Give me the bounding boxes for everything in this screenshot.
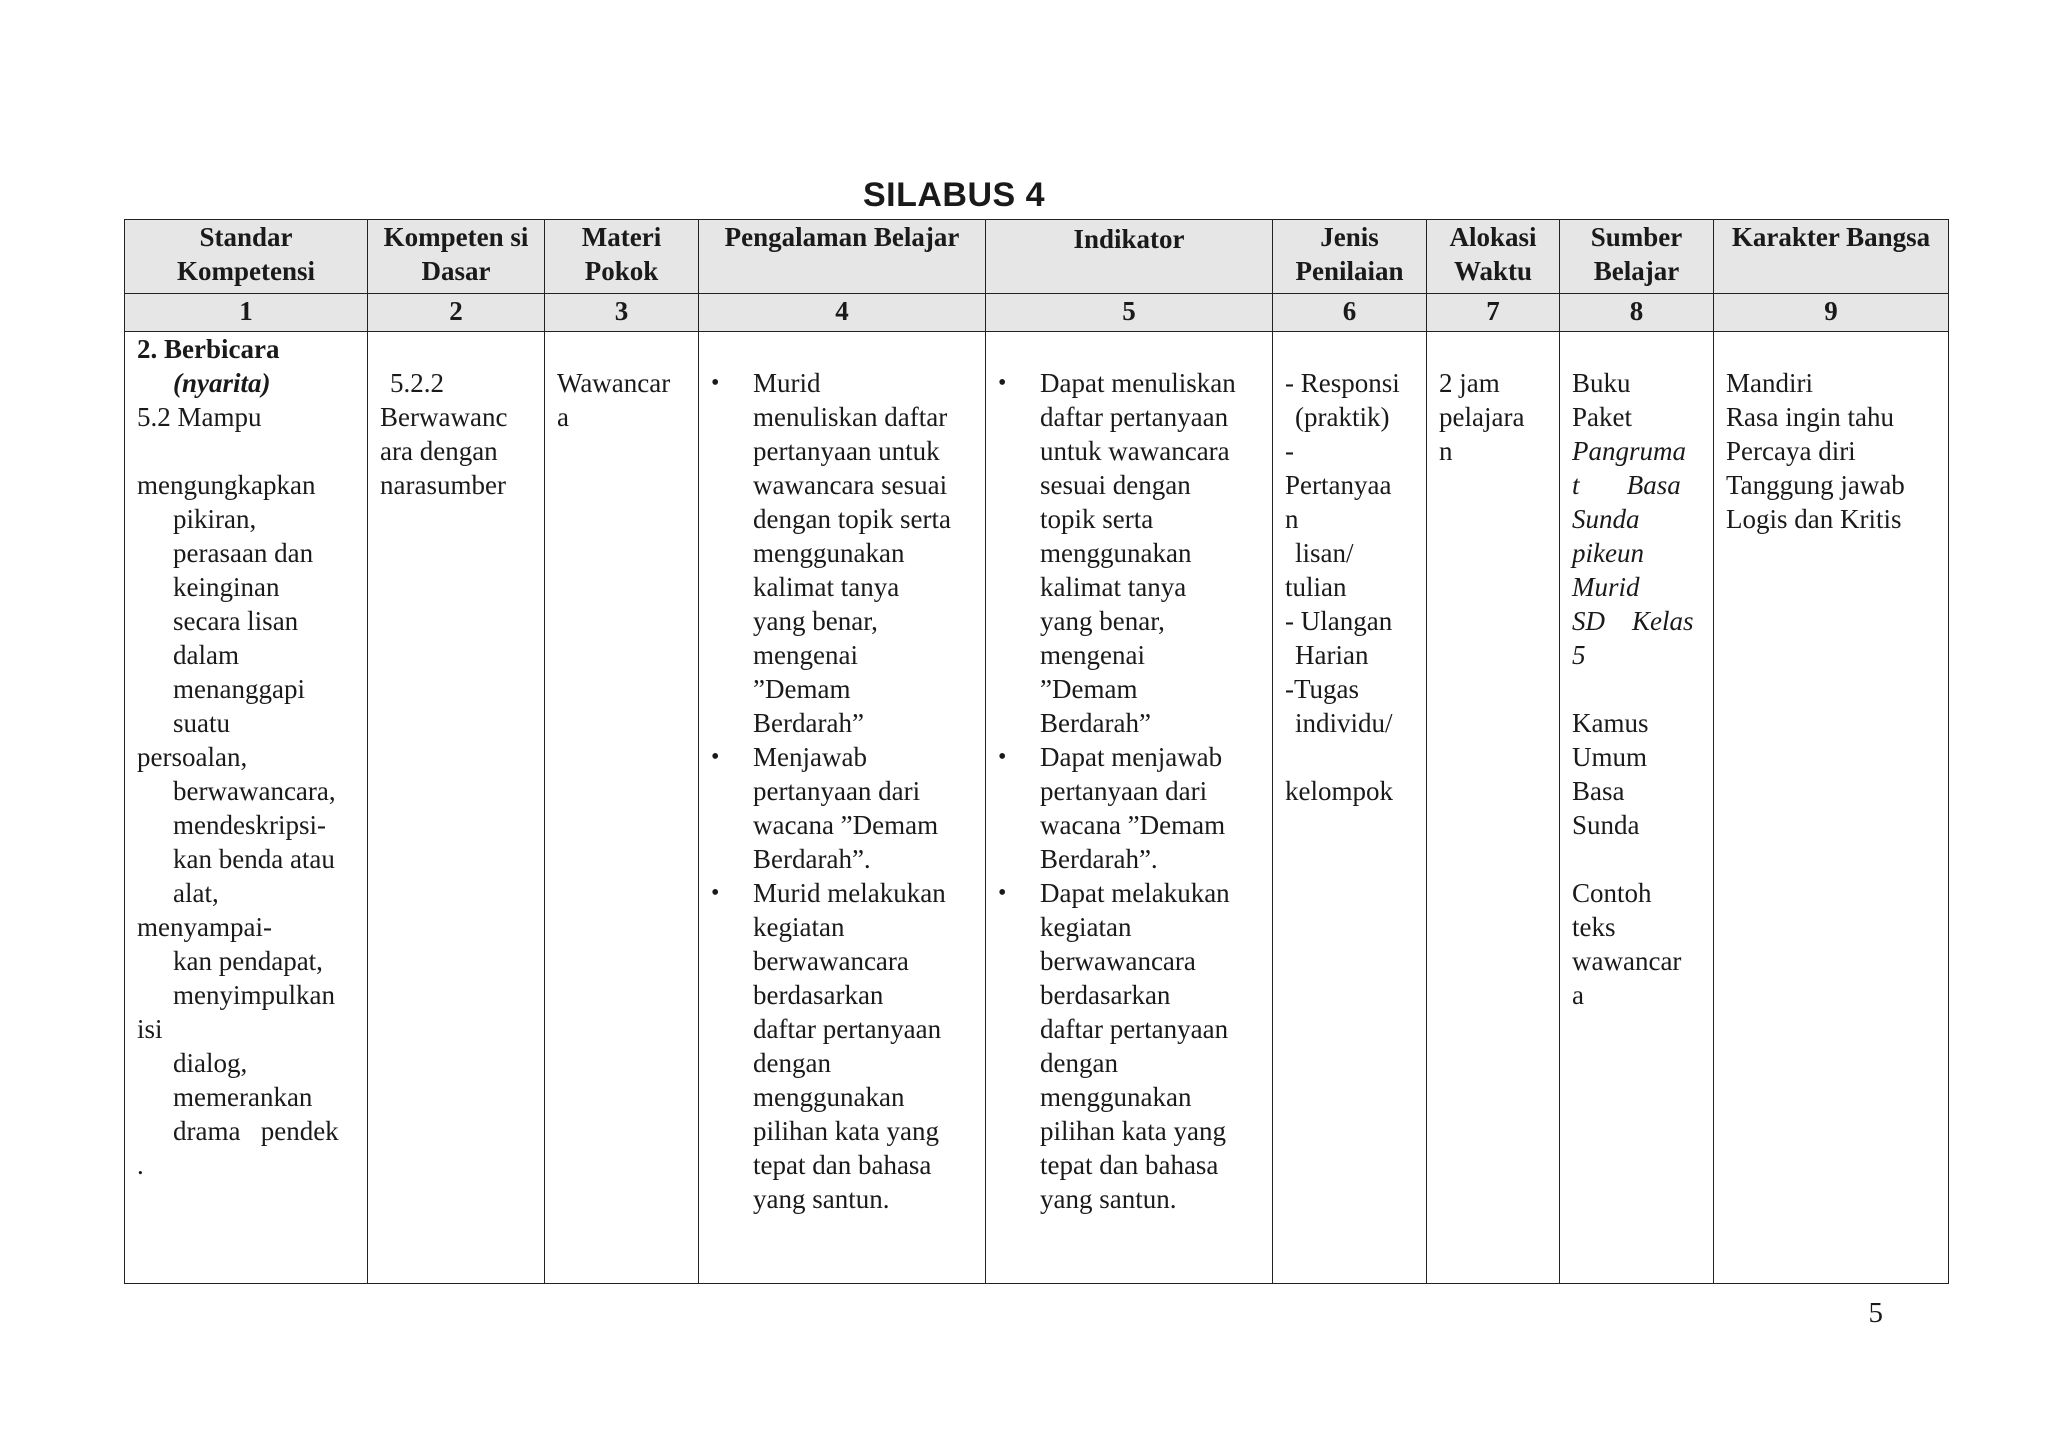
sb-line: Paket xyxy=(1572,402,1632,432)
ind-line: kegiatan xyxy=(1040,912,1132,942)
ind-line: wacana ”Demam xyxy=(1040,810,1226,840)
jp-line: tulian xyxy=(1285,572,1347,602)
sk-line: secara lisan xyxy=(173,606,299,636)
sb-line: Contoh xyxy=(1572,878,1652,908)
sk-line: 5.2 Mampu xyxy=(137,402,262,432)
column-number: 2 xyxy=(368,294,545,332)
header-alokasi-waktu: Alokasi Waktu xyxy=(1427,220,1560,294)
ind-line: pilihan kata yang xyxy=(1040,1116,1226,1146)
sk-line: memerankan xyxy=(173,1082,313,1112)
pb-line: Berdarah”. xyxy=(753,844,871,874)
sk-line: isi xyxy=(137,1014,163,1044)
header-materi-pokok: Materi Pokok xyxy=(545,220,699,294)
page-title: SILABUS 4 xyxy=(862,176,1046,214)
pb-line: berwawancara xyxy=(753,946,909,976)
column-number: 6 xyxy=(1273,294,1427,332)
sk-line: mendeskripsi- xyxy=(173,810,326,840)
ind-line: tepat dan bahasa xyxy=(1040,1150,1219,1180)
pb-line: pertanyaan untuk xyxy=(753,436,940,466)
pb-line: wawancara sesuai xyxy=(753,470,948,500)
pb-line: pilihan kata yang xyxy=(753,1116,939,1146)
header-indikator: Indikator xyxy=(986,220,1273,294)
jp-line: Harian xyxy=(1295,640,1369,670)
kb-line: Logis dan Kritis xyxy=(1726,504,1902,534)
sk-line: dalam xyxy=(173,640,239,670)
column-number: 5 xyxy=(986,294,1273,332)
pb-line: tepat dan bahasa xyxy=(753,1150,932,1180)
pb-line: kalimat tanya xyxy=(753,572,900,602)
pb-line: • Murid xyxy=(753,368,821,398)
kb-line: Mandiri xyxy=(1726,368,1813,398)
ind-item xyxy=(996,366,1260,740)
cell-jenis-penilaian xyxy=(1273,332,1427,1284)
ind-item xyxy=(996,876,1260,1216)
sb-line: teks xyxy=(1572,912,1616,942)
ind-item xyxy=(996,740,1260,876)
column-number: 7 xyxy=(1427,294,1560,332)
ind-line: kalimat tanya xyxy=(1040,572,1187,602)
sb-line: a xyxy=(1572,980,1584,1010)
jp-line: n xyxy=(1285,504,1299,534)
pb-line: Berdarah” xyxy=(753,708,864,738)
syllabus-table xyxy=(124,219,1949,1284)
pb-line: kegiatan xyxy=(753,912,845,942)
sb-line: pikeun xyxy=(1572,538,1644,568)
ind-line: • Dapat menjawab xyxy=(1040,742,1223,772)
sb-line: Pangruma xyxy=(1572,436,1686,466)
cell-sumber-belajar xyxy=(1560,332,1714,1284)
jp-line: Pertanyaa xyxy=(1285,470,1392,500)
sb-line xyxy=(1572,842,1701,876)
pb-line: yang benar, xyxy=(753,606,878,636)
pb-line: • Menjawab xyxy=(753,742,867,772)
cell-pengalaman-belajar xyxy=(699,332,986,1284)
mp-line: a xyxy=(557,402,569,432)
header-jenis-penilaian: Jenis Penilaian xyxy=(1273,220,1427,294)
pb-line: daftar pertanyaan xyxy=(753,1014,942,1044)
sb-line xyxy=(1572,672,1701,706)
pb-item xyxy=(709,740,973,876)
pb-line: berdasarkan xyxy=(753,980,884,1010)
cell-standar-kompetensi xyxy=(125,332,368,1284)
mp-line: Wawancar xyxy=(557,368,671,398)
pb-item xyxy=(709,366,973,740)
ind-line: untuk wawancara xyxy=(1040,436,1230,466)
ind-line: menggunakan xyxy=(1040,1082,1192,1112)
page-number: 5 xyxy=(1868,1297,1883,1329)
jp-line: - Responsi xyxy=(1285,368,1400,398)
pb-line: • Murid melakukan xyxy=(753,878,946,908)
kd-line: Berwawanc xyxy=(380,402,508,432)
sk-line: dialog, xyxy=(173,1048,248,1078)
kd-line: ara dengan xyxy=(380,436,498,466)
kb-line: Tanggung jawab xyxy=(1726,470,1905,500)
sk-line: menanggapi xyxy=(173,674,305,704)
header-pengalaman-belajar: Pengalaman Belajar xyxy=(699,220,986,294)
jp-line: individu/ xyxy=(1295,708,1393,738)
sk-line: keinginan xyxy=(173,572,280,602)
pb-line: menuliskan daftar xyxy=(753,402,948,432)
sb-line: Murid xyxy=(1572,572,1640,602)
cell-materi-pokok xyxy=(545,332,699,1284)
ind-line: pertanyaan dari xyxy=(1040,776,1208,806)
pb-line: pertanyaan dari xyxy=(753,776,921,806)
header-kompetensi-dasar: Kompeten si Dasar xyxy=(368,220,545,294)
column-number: 9 xyxy=(1714,294,1949,332)
sk-line: suatu xyxy=(173,708,230,738)
sk-heading-sub: (nyarita) xyxy=(173,368,271,398)
ind-line: • Dapat menuliskan xyxy=(1040,368,1236,398)
ind-line: berdasarkan xyxy=(1040,980,1171,1010)
jp-line: - xyxy=(1285,436,1294,466)
header-standar-kompetensi: Standar Kompetensi xyxy=(125,220,368,294)
pb-item xyxy=(709,876,973,1216)
ind-line: • Dapat melakukan xyxy=(1040,878,1230,908)
jp-line: (praktik) xyxy=(1295,402,1390,432)
aw-line: pelajara xyxy=(1439,402,1525,432)
sb-line: Kamus xyxy=(1572,708,1649,738)
sk-line: kan pendapat, xyxy=(173,946,323,976)
pb-line: dengan xyxy=(753,1048,831,1078)
jp-line: lisan/ xyxy=(1295,538,1354,568)
column-number: 1 xyxy=(125,294,368,332)
ind-line: ”Demam xyxy=(1040,674,1138,704)
sb-line: Umum xyxy=(1572,742,1648,772)
pb-line: menggunakan xyxy=(753,538,905,568)
sk-line xyxy=(137,434,355,468)
header-row xyxy=(125,220,1949,294)
ind-list xyxy=(996,366,1260,1216)
ind-line: topik serta xyxy=(1040,504,1154,534)
sk-line: mengungkapkan xyxy=(137,470,316,500)
sk-line: perasaan dan xyxy=(173,538,314,568)
jp-line: kelompok xyxy=(1285,776,1393,806)
aw-line: n xyxy=(1439,436,1453,466)
kb-line: Percaya diri xyxy=(1726,436,1856,466)
sk-line: menyimpulkan xyxy=(173,980,335,1010)
column-number: 8 xyxy=(1560,294,1714,332)
kb-line: Rasa ingin tahu xyxy=(1726,402,1894,432)
sk-line: drama pendek xyxy=(173,1116,339,1146)
ind-line: mengenai xyxy=(1040,640,1145,670)
ind-line: dengan xyxy=(1040,1048,1118,1078)
cell-kompetensi-dasar xyxy=(368,332,545,1284)
cell-indikator xyxy=(986,332,1273,1284)
ind-line: daftar pertanyaan xyxy=(1040,1014,1229,1044)
sk-line: pikiran, xyxy=(173,504,257,534)
sb-line: SD Kelas xyxy=(1572,606,1694,636)
sk-heading: 2. Berbicara xyxy=(137,334,280,364)
ind-line: sesuai dengan xyxy=(1040,470,1191,500)
sb-line: Sunda xyxy=(1572,810,1640,840)
pb-list xyxy=(709,366,973,1216)
kd-line: narasumber xyxy=(380,470,506,500)
sb-line: Sunda xyxy=(1572,504,1640,534)
kd-line: 5.2.2 xyxy=(390,368,444,398)
ind-line: berwawancara xyxy=(1040,946,1196,976)
pb-line: dengan topik serta xyxy=(753,504,951,534)
sb-line: 5 xyxy=(1572,640,1586,670)
ind-line: Berdarah”. xyxy=(1040,844,1158,874)
content-row xyxy=(125,332,1949,1284)
ind-line: daftar pertanyaan xyxy=(1040,402,1229,432)
header-sumber-belajar: Sumber Belajar xyxy=(1560,220,1714,294)
header-karakter-bangsa: Karakter Bangsa xyxy=(1714,220,1949,294)
pb-line: yang santun. xyxy=(753,1184,890,1214)
sb-line: Buku xyxy=(1572,368,1631,398)
pb-line: mengenai xyxy=(753,640,858,670)
ind-line: Berdarah” xyxy=(1040,708,1151,738)
sb-line: wawancar xyxy=(1572,946,1682,976)
column-number-row xyxy=(125,294,1949,332)
sk-line: . xyxy=(137,1150,144,1180)
jp-line xyxy=(1285,740,1414,774)
sk-line: berwawancara, xyxy=(173,776,336,806)
pb-line: ”Demam xyxy=(753,674,851,704)
sb-line: t Basa xyxy=(1572,470,1681,500)
sb-line: Basa xyxy=(1572,776,1625,806)
cell-alokasi-waktu xyxy=(1427,332,1560,1284)
column-number: 4 xyxy=(699,294,986,332)
aw-line: 2 jam xyxy=(1439,368,1500,398)
ind-line: yang benar, xyxy=(1040,606,1165,636)
jp-line: -Tugas xyxy=(1285,674,1360,704)
sk-line: menyampai- xyxy=(137,912,272,942)
jp-line: - Ulangan xyxy=(1285,606,1393,636)
pb-line: menggunakan xyxy=(753,1082,905,1112)
ind-line: yang santun. xyxy=(1040,1184,1177,1214)
cell-karakter-bangsa xyxy=(1714,332,1949,1284)
sk-line: persoalan, xyxy=(137,742,248,772)
pb-line: wacana ”Demam xyxy=(753,810,939,840)
column-number: 3 xyxy=(545,294,699,332)
sk-line: kan benda atau xyxy=(173,844,335,874)
sk-line: alat, xyxy=(173,878,219,908)
ind-line: menggunakan xyxy=(1040,538,1192,568)
